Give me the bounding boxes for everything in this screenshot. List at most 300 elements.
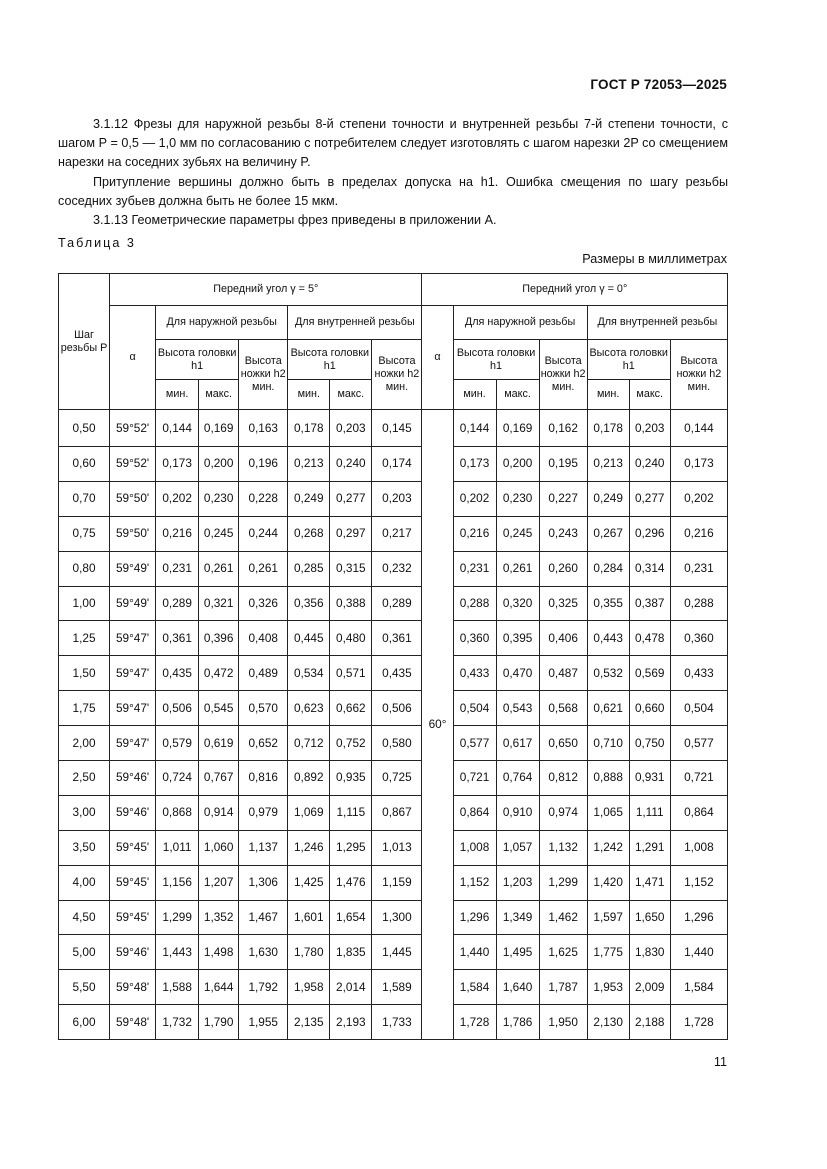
table-cell: 0,406 <box>539 621 587 656</box>
table-cell: 0,261 <box>496 551 539 586</box>
header-max: макс. <box>330 380 372 410</box>
header-internal-2: Для внутренней резьбы <box>587 306 727 340</box>
table-cell: 0,408 <box>239 621 288 656</box>
table-cell: 0,213 <box>288 447 330 482</box>
table-cell: 0,433 <box>670 656 727 691</box>
page-number: 11 <box>713 1055 727 1069</box>
table-row <box>59 761 728 796</box>
header-head-height-3: Высота головки h1 <box>453 340 539 380</box>
table-cell: 0,504 <box>670 691 727 726</box>
table-cell: 1,732 <box>156 1005 199 1040</box>
header-pitch: Шаг резьбы P <box>59 274 110 410</box>
table-cell: 1,780 <box>288 935 330 970</box>
table-cell: 1,471 <box>629 865 670 900</box>
table-cell: 0,621 <box>587 691 629 726</box>
table-cell: 0,652 <box>239 726 288 761</box>
header-head-height-4: Высота головки h1 <box>587 340 670 380</box>
table-units: Размеры в миллиметрах <box>582 252 727 266</box>
table-cell: 0,570 <box>239 691 288 726</box>
table-cell: 1,589 <box>372 970 422 1005</box>
table-cell: 0,725 <box>372 761 422 796</box>
table-cell: 1,728 <box>453 1005 496 1040</box>
table-cell: 1,137 <box>239 830 288 865</box>
table-cell: 3,00 <box>59 795 110 830</box>
header-group-rake-5: Передний угол γ = 5° <box>110 274 422 306</box>
table-cell: 1,295 <box>330 830 372 865</box>
table-cell: 1,650 <box>629 900 670 935</box>
table-cell: 2,135 <box>288 1005 330 1040</box>
table-cell: 0,249 <box>288 481 330 516</box>
table-cell: 0,445 <box>288 621 330 656</box>
table-cell: 0,577 <box>670 726 727 761</box>
table-cell: 0,721 <box>670 761 727 796</box>
paragraph-blunting: Притупление вершины должно быть в пределах допуска на h1. Ошибка смещения по шагу резьбы соседних зубьев должна быть не более 15 мкм. <box>58 174 728 208</box>
table-row <box>59 900 728 935</box>
table-cell: 0,660 <box>629 691 670 726</box>
table-cell: 0,261 <box>239 551 288 586</box>
table-cell: 0,617 <box>496 726 539 761</box>
table-cell: 1,065 <box>587 795 629 830</box>
table-cell: 0,623 <box>288 691 330 726</box>
table-cell: 0,202 <box>670 481 727 516</box>
table-cell: 1,159 <box>372 865 422 900</box>
table-cell: 0,289 <box>156 586 199 621</box>
table-row <box>59 447 728 482</box>
table-cell: 0,321 <box>199 586 239 621</box>
table-cell: 1,640 <box>496 970 539 1005</box>
table-cell: 1,115 <box>330 795 372 830</box>
table-cell: 0,144 <box>453 410 496 447</box>
table-cell: 1,011 <box>156 830 199 865</box>
header-min: мин. <box>453 380 496 410</box>
table-cell: 0,202 <box>156 481 199 516</box>
table-cell: 0,277 <box>629 481 670 516</box>
table-cell: 59°50' <box>110 516 156 551</box>
header-max: макс. <box>629 380 670 410</box>
table-cell: 0,360 <box>670 621 727 656</box>
table-cell: 1,728 <box>670 1005 727 1040</box>
table-cell: 59°50' <box>110 481 156 516</box>
table-cell: 1,296 <box>453 900 496 935</box>
table-cell: 0,577 <box>453 726 496 761</box>
table-cell: 0,388 <box>330 586 372 621</box>
table-cell: 1,352 <box>199 900 239 935</box>
table-cell: 0,750 <box>629 726 670 761</box>
table-cell: 5,00 <box>59 935 110 970</box>
table-cell: 0,892 <box>288 761 330 796</box>
table-cell: 0,285 <box>288 551 330 586</box>
table-cell: 1,203 <box>496 865 539 900</box>
table-cell: 0,361 <box>372 621 422 656</box>
table-cell: 0,203 <box>372 481 422 516</box>
table-cell: 1,953 <box>587 970 629 1005</box>
header-foot-height-1: Высота ножки h2 мин. <box>239 340 288 410</box>
table-cell: 1,25 <box>59 621 110 656</box>
header-min: мин. <box>587 380 629 410</box>
table-cell: 0,816 <box>239 761 288 796</box>
table-cell: 0,443 <box>587 621 629 656</box>
table-cell: 1,584 <box>670 970 727 1005</box>
table-cell: 1,152 <box>670 865 727 900</box>
table-cell: 1,425 <box>288 865 330 900</box>
table-cell: 1,467 <box>239 900 288 935</box>
table-cell: 0,169 <box>496 410 539 447</box>
table-cell: 1,630 <box>239 935 288 970</box>
table-row <box>59 551 728 586</box>
table-cell: 59°46' <box>110 761 156 796</box>
table-cell: 0,712 <box>288 726 330 761</box>
table-cell: 1,057 <box>496 830 539 865</box>
table-cell: 59°48' <box>110 1005 156 1040</box>
table-cell: 1,787 <box>539 970 587 1005</box>
table-cell: 0,480 <box>330 621 372 656</box>
table-cell: 0,80 <box>59 551 110 586</box>
table-cell: 1,50 <box>59 656 110 691</box>
header-max: макс. <box>199 380 239 410</box>
table-cell: 1,300 <box>372 900 422 935</box>
table-cell: 0,178 <box>288 410 330 447</box>
table-cell: 1,111 <box>629 795 670 830</box>
table-cell: 1,950 <box>539 1005 587 1040</box>
table-cell: 1,835 <box>330 935 372 970</box>
table-cell: 1,601 <box>288 900 330 935</box>
table-cell: 2,130 <box>587 1005 629 1040</box>
table-cell: 0,489 <box>239 656 288 691</box>
table-cell: 0,650 <box>539 726 587 761</box>
table-cell: 1,790 <box>199 1005 239 1040</box>
table-cell: 0,506 <box>372 691 422 726</box>
header-min: мин. <box>288 380 330 410</box>
table-cell: 1,242 <box>587 830 629 865</box>
table-cell: 4,00 <box>59 865 110 900</box>
table-cell: 0,216 <box>453 516 496 551</box>
table-cell: 1,299 <box>539 865 587 900</box>
table-cell: 0,200 <box>496 447 539 482</box>
table-cell: 0,232 <box>372 551 422 586</box>
table-cell: 0,289 <box>372 586 422 621</box>
table-cell: 1,654 <box>330 900 372 935</box>
table-cell: 1,792 <box>239 970 288 1005</box>
table-cell: 59°45' <box>110 865 156 900</box>
table-cell: 0,487 <box>539 656 587 691</box>
table-cell: 1,644 <box>199 970 239 1005</box>
table-cell: 0,145 <box>372 410 422 447</box>
table-cell: 1,156 <box>156 865 199 900</box>
table-cell: 0,230 <box>496 481 539 516</box>
table-cell: 0,216 <box>156 516 199 551</box>
table-cell: 0,230 <box>199 481 239 516</box>
table-cell: 1,152 <box>453 865 496 900</box>
table-cell: 0,174 <box>372 447 422 482</box>
table-cell: 1,306 <box>239 865 288 900</box>
header-max: макс. <box>496 380 539 410</box>
table-row <box>59 621 728 656</box>
table-cell: 0,571 <box>330 656 372 691</box>
table-cell: 2,00 <box>59 726 110 761</box>
table-cell: 0,360 <box>453 621 496 656</box>
table-cell: 1,440 <box>670 935 727 970</box>
table-cell: 0,868 <box>156 795 199 830</box>
table-cell: 59°47' <box>110 621 156 656</box>
table-cell: 0,144 <box>670 410 727 447</box>
table-cell: 0,169 <box>199 410 239 447</box>
table-cell: 0,506 <box>156 691 199 726</box>
table-cell: 0,314 <box>629 551 670 586</box>
table-cell: 0,173 <box>453 447 496 482</box>
table-cell: 1,445 <box>372 935 422 970</box>
table-cell: 0,867 <box>372 795 422 830</box>
table-cell: 0,724 <box>156 761 199 796</box>
table-cell: 0,243 <box>539 516 587 551</box>
table-cell: 1,498 <box>199 935 239 970</box>
header-foot-height-2: Высота ножки h2 мин. <box>372 340 422 410</box>
table-cell: 1,299 <box>156 900 199 935</box>
table-cell: 1,00 <box>59 586 110 621</box>
header-min: мин. <box>156 380 199 410</box>
table-cell: 1,008 <box>453 830 496 865</box>
table-cell: 59°45' <box>110 900 156 935</box>
table-cell: 0,710 <box>587 726 629 761</box>
table-cell: 0,245 <box>199 516 239 551</box>
table-cell: 0,244 <box>239 516 288 551</box>
table-cell: 0,355 <box>587 586 629 621</box>
table-cell: 0,580 <box>372 726 422 761</box>
table-cell: 0,288 <box>670 586 727 621</box>
table-cell: 5,50 <box>59 970 110 1005</box>
table-row <box>59 830 728 865</box>
table-cell: 0,245 <box>496 516 539 551</box>
table-cell: 6,00 <box>59 1005 110 1040</box>
table-cell: 0,277 <box>330 481 372 516</box>
table-cell: 0,163 <box>239 410 288 447</box>
table-row <box>59 1005 728 1040</box>
table-cell: 0,470 <box>496 656 539 691</box>
table-cell: 0,240 <box>330 447 372 482</box>
table-cell: 1,495 <box>496 935 539 970</box>
table-cell: 1,207 <box>199 865 239 900</box>
table-cell: 59°49' <box>110 586 156 621</box>
table-cell: 0,662 <box>330 691 372 726</box>
table-cell: 0,261 <box>199 551 239 586</box>
table-cell: 0,231 <box>670 551 727 586</box>
table-cell: 0,433 <box>453 656 496 691</box>
table-cell: 59°46' <box>110 935 156 970</box>
table-cell: 0,203 <box>629 410 670 447</box>
table-cell: 1,132 <box>539 830 587 865</box>
table-cell: 1,008 <box>670 830 727 865</box>
table-cell: 0,931 <box>629 761 670 796</box>
table-cell: 0,260 <box>539 551 587 586</box>
data-table <box>58 273 728 1040</box>
table-cell: 0,532 <box>587 656 629 691</box>
table-row <box>59 865 728 900</box>
table-cell: 1,958 <box>288 970 330 1005</box>
header-external-1: Для наружной резьбы <box>156 306 288 340</box>
table-cell: 0,249 <box>587 481 629 516</box>
table-cell: 2,188 <box>629 1005 670 1040</box>
table-cell: 1,625 <box>539 935 587 970</box>
table-cell: 2,193 <box>330 1005 372 1040</box>
table-cell: 59°45' <box>110 830 156 865</box>
table-cell: 0,75 <box>59 516 110 551</box>
table-cell: 0,202 <box>453 481 496 516</box>
alpha-60-cell: 60° <box>422 410 453 1040</box>
table-cell: 1,830 <box>629 935 670 970</box>
table-cell: 0,767 <box>199 761 239 796</box>
table-cell: 0,231 <box>453 551 496 586</box>
table-cell: 2,009 <box>629 970 670 1005</box>
table-row <box>59 516 728 551</box>
table-cell: 0,935 <box>330 761 372 796</box>
table-cell: 0,70 <box>59 481 110 516</box>
table-cell: 0,288 <box>453 586 496 621</box>
table-cell: 0,864 <box>453 795 496 830</box>
table-cell: 0,320 <box>496 586 539 621</box>
table-cell: 0,543 <box>496 691 539 726</box>
table-cell: 0,267 <box>587 516 629 551</box>
table-cell: 59°47' <box>110 691 156 726</box>
table-cell: 0,534 <box>288 656 330 691</box>
table-cell: 0,268 <box>288 516 330 551</box>
table-caption: Таблица 3 <box>58 236 136 250</box>
table-cell: 0,478 <box>629 621 670 656</box>
table-cell: 1,440 <box>453 935 496 970</box>
table-cell: 0,315 <box>330 551 372 586</box>
table-cell: 1,75 <box>59 691 110 726</box>
table-cell: 0,213 <box>587 447 629 482</box>
table-cell: 1,296 <box>670 900 727 935</box>
table-row <box>59 481 728 516</box>
table-cell: 0,195 <box>539 447 587 482</box>
table-row <box>59 586 728 621</box>
header-internal-1: Для внутренней резьбы <box>288 306 422 340</box>
header-foot-height-3: Высота ножки h2 мин. <box>539 340 587 410</box>
table-cell: 1,349 <box>496 900 539 935</box>
table-cell: 1,588 <box>156 970 199 1005</box>
paragraph-3-1-12: 3.1.12 Фрезы для наружной резьбы 8-й степени точности и внутренней резьбы 7-й степени точности, с шагом P = 0,5 — 1,0 мм по согласованию с потребителем следует изготовлять с шагом нарезки 2P со смещением нарезки на соседних зубьях на величину P. <box>58 117 728 170</box>
table-cell: 0,178 <box>587 410 629 447</box>
table-cell: 0,812 <box>539 761 587 796</box>
table-cell: 1,584 <box>453 970 496 1005</box>
table-cell: 4,50 <box>59 900 110 935</box>
table-cell: 0,203 <box>330 410 372 447</box>
table-cell: 0,356 <box>288 586 330 621</box>
header-head-height-1: Высота головки h1 <box>156 340 239 380</box>
paragraph-3-1-13: 3.1.13 Геометрические параметры фрез приведены в приложении А. <box>93 213 497 228</box>
table-cell: 0,173 <box>670 447 727 482</box>
table-cell: 3,50 <box>59 830 110 865</box>
table-cell: 1,069 <box>288 795 330 830</box>
table-cell: 0,162 <box>539 410 587 447</box>
table-cell: 59°47' <box>110 726 156 761</box>
table-cell: 1,733 <box>372 1005 422 1040</box>
table-cell: 0,240 <box>629 447 670 482</box>
table-cell: 1,786 <box>496 1005 539 1040</box>
table-cell: 0,752 <box>330 726 372 761</box>
table-cell: 0,395 <box>496 621 539 656</box>
table-row <box>59 410 728 447</box>
table-cell: 0,50 <box>59 410 110 447</box>
table-cell: 0,297 <box>330 516 372 551</box>
table-cell: 1,420 <box>587 865 629 900</box>
table-cell: 0,764 <box>496 761 539 796</box>
table-cell: 59°46' <box>110 795 156 830</box>
table-cell: 0,284 <box>587 551 629 586</box>
table-cell: 59°47' <box>110 656 156 691</box>
table-body <box>59 410 728 1040</box>
table-cell: 1,060 <box>199 830 239 865</box>
table-cell: 0,231 <box>156 551 199 586</box>
table-cell: 1,013 <box>372 830 422 865</box>
header-foot-height-4: Высота ножки h2 мин. <box>670 340 727 410</box>
table-cell: 0,60 <box>59 447 110 482</box>
table-cell: 59°49' <box>110 551 156 586</box>
table-cell: 0,387 <box>629 586 670 621</box>
table-cell: 0,435 <box>372 656 422 691</box>
table-cell: 1,955 <box>239 1005 288 1040</box>
table-cell: 0,216 <box>670 516 727 551</box>
table-cell: 59°52' <box>110 447 156 482</box>
table-row <box>59 970 728 1005</box>
header-group-rake-0: Передний угол γ = 0° <box>422 274 728 306</box>
table-cell: 1,462 <box>539 900 587 935</box>
table-row <box>59 656 728 691</box>
table-cell: 0,619 <box>199 726 239 761</box>
table-cell: 0,888 <box>587 761 629 796</box>
table-cell: 0,200 <box>199 447 239 482</box>
table-cell: 0,196 <box>239 447 288 482</box>
table-cell: 0,974 <box>539 795 587 830</box>
table-cell: 0,979 <box>239 795 288 830</box>
table-cell: 0,396 <box>199 621 239 656</box>
table-cell: 0,361 <box>156 621 199 656</box>
standard-header: ГОСТ Р 72053—2025 <box>590 77 727 92</box>
table-cell: 0,472 <box>199 656 239 691</box>
header-external-2: Для наружной резьбы <box>453 306 587 340</box>
table-cell: 0,144 <box>156 410 199 447</box>
table-row <box>59 795 728 830</box>
table-cell: 0,568 <box>539 691 587 726</box>
table-cell: 1,291 <box>629 830 670 865</box>
table-cell: 0,217 <box>372 516 422 551</box>
table-cell: 0,545 <box>199 691 239 726</box>
header-alpha-2: α <box>422 306 453 410</box>
table-cell: 0,910 <box>496 795 539 830</box>
table-cell: 0,504 <box>453 691 496 726</box>
table-cell: 1,476 <box>330 865 372 900</box>
table-cell: 0,864 <box>670 795 727 830</box>
table-cell: 0,721 <box>453 761 496 796</box>
header-head-height-2: Высота головки h1 <box>288 340 372 380</box>
table-cell: 0,914 <box>199 795 239 830</box>
body-text <box>58 115 728 230</box>
table-cell: 59°48' <box>110 970 156 1005</box>
table-cell: 1,597 <box>587 900 629 935</box>
table-cell: 2,50 <box>59 761 110 796</box>
table-cell: 2,014 <box>330 970 372 1005</box>
table-cell: 0,173 <box>156 447 199 482</box>
table-cell: 0,435 <box>156 656 199 691</box>
table-cell: 0,296 <box>629 516 670 551</box>
table-cell: 0,579 <box>156 726 199 761</box>
table-row <box>59 691 728 726</box>
table-cell: 1,775 <box>587 935 629 970</box>
table-cell: 1,246 <box>288 830 330 865</box>
table-cell: 0,227 <box>539 481 587 516</box>
table-cell: 0,228 <box>239 481 288 516</box>
table-row <box>59 935 728 970</box>
table-cell: 59°52' <box>110 410 156 447</box>
